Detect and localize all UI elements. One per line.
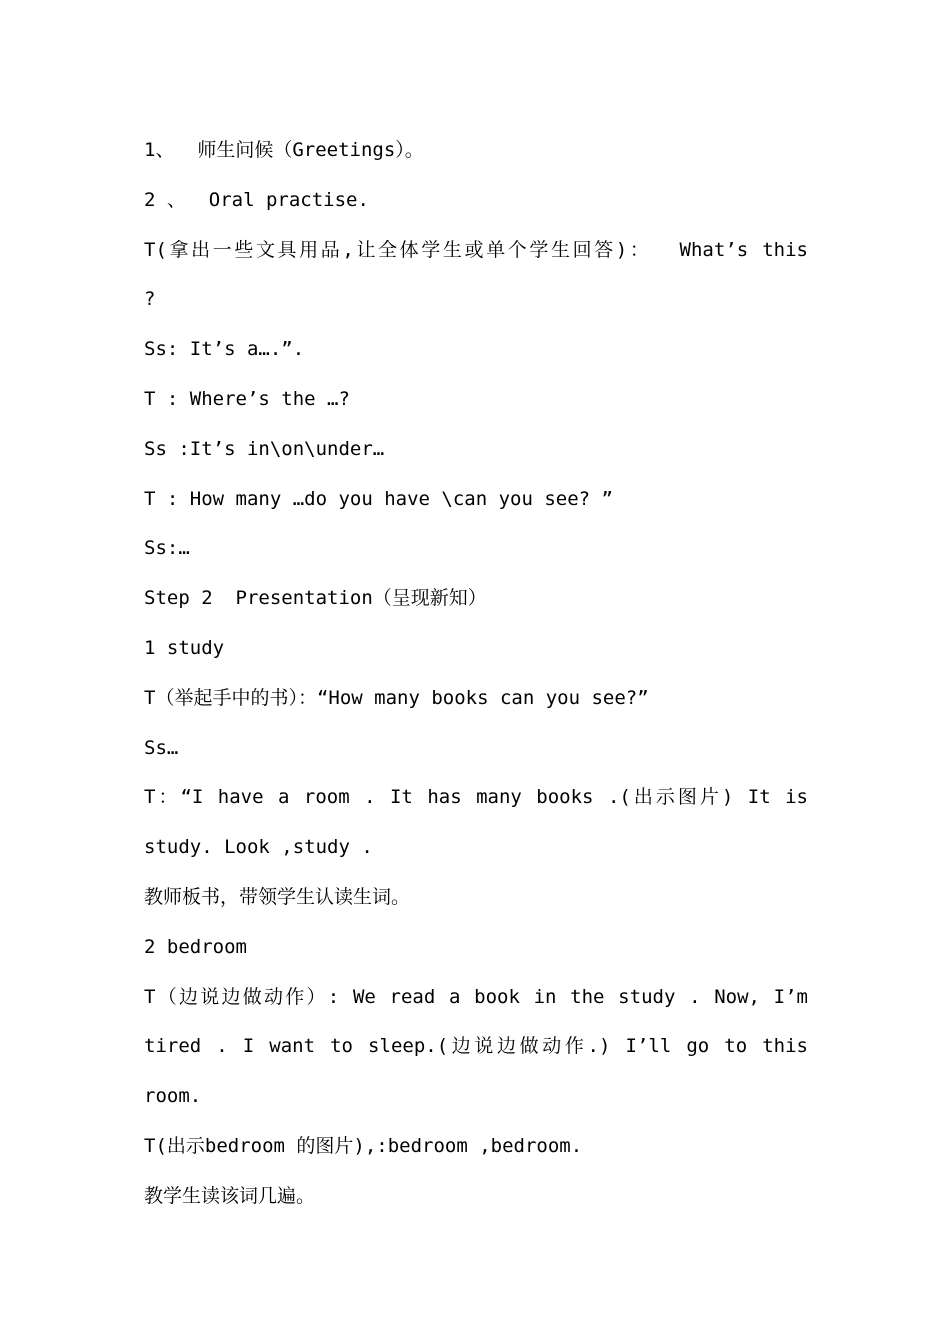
greeting-step-line: 1、 师生问候（Greetings）。 [144, 139, 424, 161]
step-2-heading: Step 2 Presentation（呈现新知） [144, 587, 487, 610]
student-location-line: Ss :It’s in\on\under… [144, 437, 385, 460]
oral-practise-line: 2 、 Oral practise. [144, 188, 369, 211]
students-books-line: Ss… [144, 736, 179, 759]
student-answer-line: Ss: It’s a….”. [144, 338, 305, 361]
study-subheading: 1 study [144, 636, 225, 659]
room-line: room. [144, 1085, 202, 1108]
question-mark-line: ? [144, 288, 156, 311]
show-bedroom-line: T(出示bedroom 的图片),:bedroom ,bedroom. [144, 1134, 583, 1157]
teacher-question-line: T(拿出一些文具用品,让全体学生或单个学生回答)： What’s this [144, 238, 808, 261]
student-reply-line: Ss:… [144, 537, 190, 560]
tired-sleep-line: tired . I want to sleep.(边说边做动作.) I’ll go to this [144, 1035, 808, 1058]
lesson-plan-text [144, 126, 808, 1222]
bedroom-subheading: 2 bedroom [144, 935, 247, 958]
teacher-how-many-line: T : How many …do you have \can you see? ” [144, 487, 613, 510]
teacher-where-line: T : Where’s the …? [144, 387, 350, 410]
teacher-action-line: T（边说边做动作）: We read a book in the study . Now, I’m [144, 985, 808, 1008]
teacher-books-line: T（举起手中的书）：“How many books can you see?” [144, 686, 649, 709]
read-word-line: 教学生读该词几遍。 [144, 1184, 316, 1207]
study-look-line: study. Look ,study . [144, 836, 373, 859]
blackboard-note-line: 教师板书，带领学生认读生词。 [144, 885, 411, 908]
teacher-room-line: T：“I have a room . It has many books .(出示图片) It is [144, 786, 808, 809]
